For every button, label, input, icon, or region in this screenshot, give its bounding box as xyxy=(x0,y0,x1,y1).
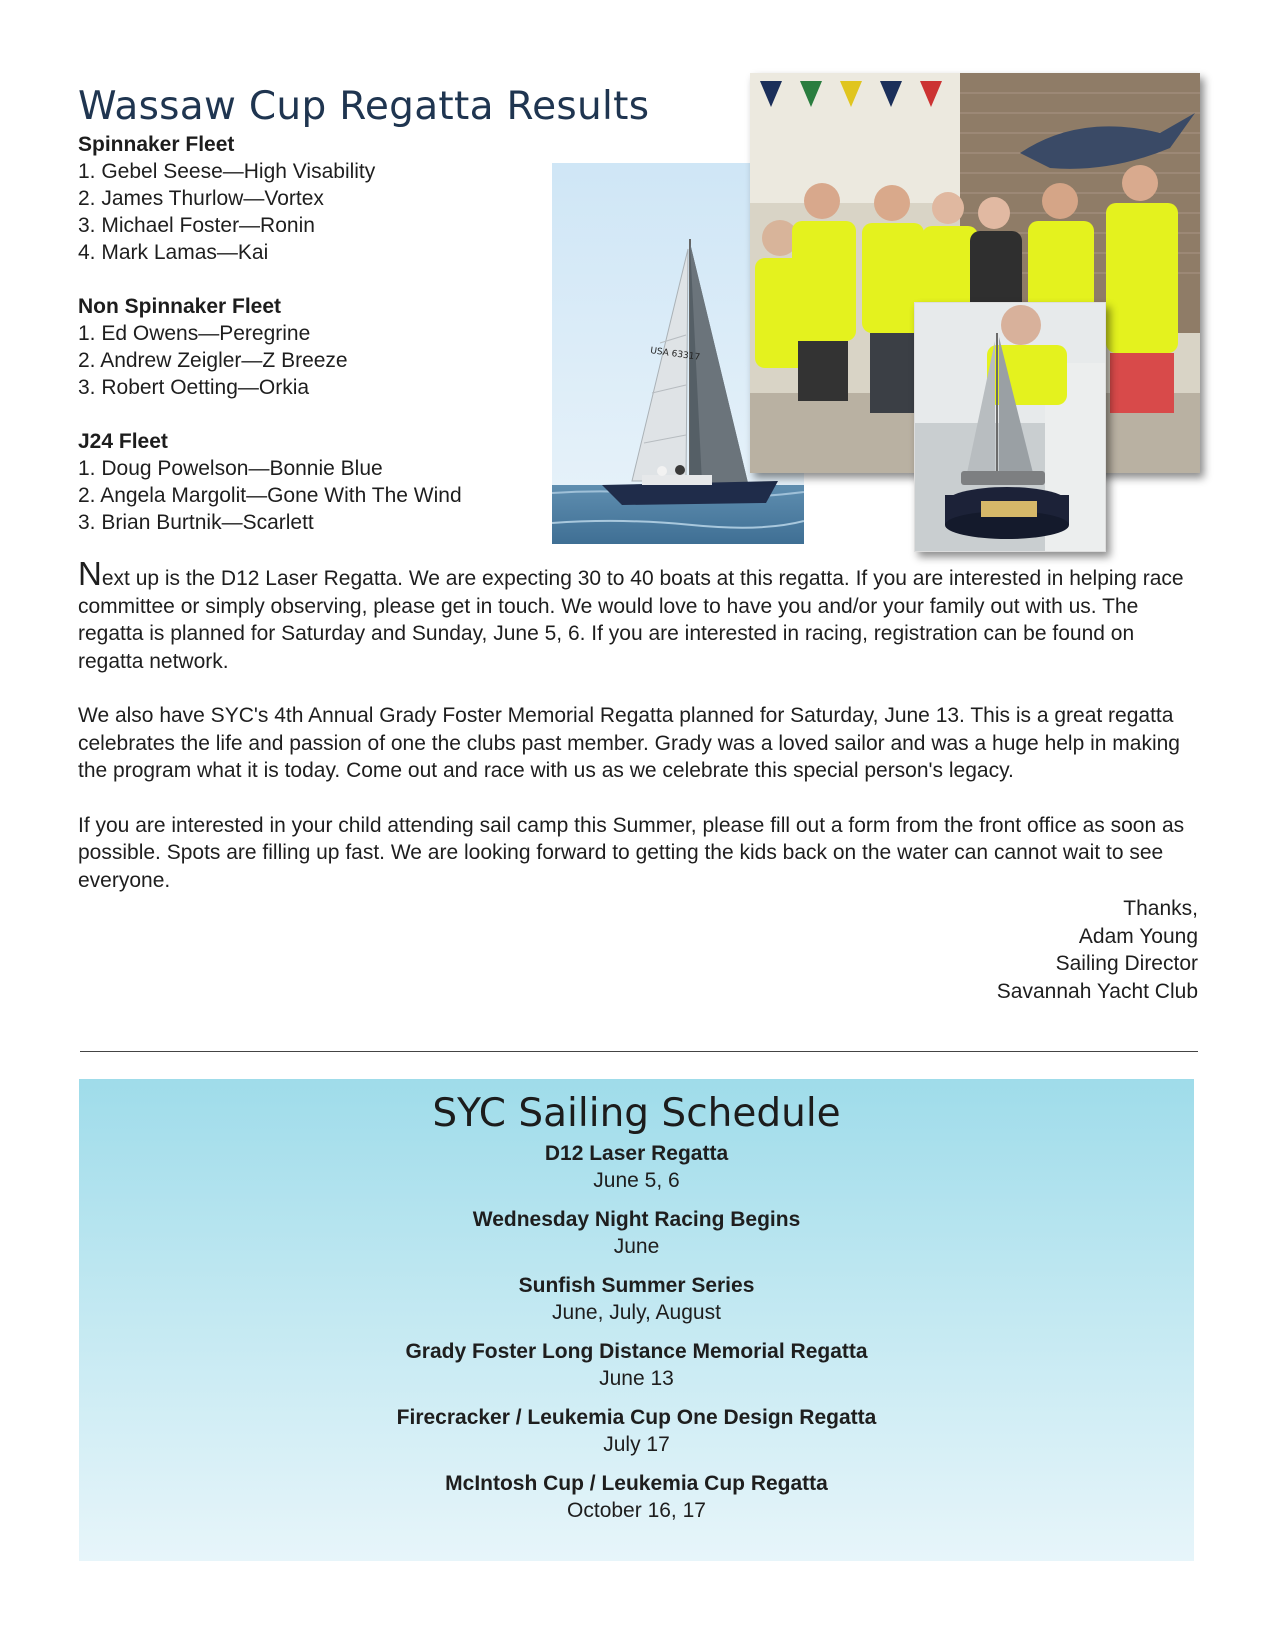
result-entry: 1. Ed Owens—Peregrine xyxy=(78,322,311,345)
result-entry: 1. Doug Powelson—Bonnie Blue xyxy=(78,457,383,480)
signature-block xyxy=(78,895,1198,1005)
results-list xyxy=(78,455,548,536)
result-entry: 2. Angela Margolit—Gone With The Wind xyxy=(78,484,462,507)
signature-name: Adam Young xyxy=(1078,924,1198,948)
trophy-photo xyxy=(914,302,1106,552)
schedule-event xyxy=(79,1140,1194,1194)
event-date: October 16, 17 xyxy=(567,1499,706,1522)
event-name: Wednesday Night Racing Begins xyxy=(472,1208,801,1231)
signature-closing: Thanks, xyxy=(1123,897,1198,920)
schedule-box xyxy=(79,1079,1194,1561)
schedule-event xyxy=(79,1272,1194,1326)
schedule-event xyxy=(79,1338,1194,1392)
signature-role: Sailing Director xyxy=(1055,952,1198,975)
paragraph xyxy=(78,555,1198,675)
event-date: June, July, August xyxy=(552,1301,721,1324)
event-name: Sunfish Summer Series xyxy=(518,1274,755,1297)
drop-cap: N xyxy=(78,555,102,592)
result-entry: 2. James Thurlow—Vortex xyxy=(78,187,324,210)
divider xyxy=(80,1051,1198,1052)
result-entry: 3. Robert Oetting—Orkia xyxy=(78,376,310,399)
event-date: June 5, 6 xyxy=(593,1169,680,1192)
article-body xyxy=(78,555,1198,1005)
schedule-list xyxy=(79,1140,1194,1524)
event-name: McIntosh Cup / Leukemia Cup Regatta xyxy=(445,1472,828,1495)
event-date: June 13 xyxy=(599,1367,674,1390)
page-title: Wassaw Cup Regatta Results xyxy=(78,84,650,130)
event-date: June xyxy=(613,1235,660,1258)
fleet-non-spinnaker xyxy=(78,293,548,401)
results-section xyxy=(78,131,548,563)
fleet-heading: Spinnaker Fleet xyxy=(78,133,235,156)
result-entry: 1. Gebel Seese—High Visability xyxy=(78,160,376,183)
results-list xyxy=(78,320,548,401)
schedule-event xyxy=(79,1206,1194,1260)
event-name: D12 Laser Regatta xyxy=(544,1142,729,1165)
result-entry: 3. Brian Burtnik—Scarlett xyxy=(78,511,314,534)
event-name: Grady Foster Long Distance Memorial Regatta xyxy=(405,1340,868,1363)
fleet-heading: J24 Fleet xyxy=(78,430,168,453)
result-entry: 2. Andrew Zeigler—Z Breeze xyxy=(78,349,348,372)
fleet-j24 xyxy=(78,428,548,536)
paragraph-text: ext up is the D12 Laser Regatta. We are expecting 30 to 40 boats at this regatta. If you are interested in helping race committee or simply observing, please get in touch. We would love to have you and/or your family out with us. The regatta is planned for Saturday and Sunday, June 5, 6. If you are interested in racing, registration can be found on regatta network. xyxy=(78,567,1184,673)
result-entry: 3. Michael Foster—Ronin xyxy=(78,214,315,237)
signature-org: Savannah Yacht Club xyxy=(996,979,1198,1003)
schedule-title: SYC Sailing Schedule xyxy=(432,1091,841,1136)
paragraph: We also have SYC's 4th Annual Grady Foster Memorial Regatta planned for Saturday, June 13. This is a great regatta celebrates the life and passion of one the clubs past member. Grady was a loved sailor and was a huge help in making the program what it is today. Come out and race with us as we celebrate this special person's legacy. xyxy=(78,704,1180,782)
result-entry: 4. Mark Lamas—Kai xyxy=(78,241,269,264)
fleet-heading: Non Spinnaker Fleet xyxy=(78,295,282,318)
sail-number: USA 63317 xyxy=(649,346,701,363)
event-name: Firecracker / Leukemia Cup One Design Regatta xyxy=(396,1406,877,1429)
schedule-event xyxy=(79,1470,1194,1524)
fleet-spinnaker xyxy=(78,131,548,266)
schedule-event xyxy=(79,1404,1194,1458)
paragraph: If you are interested in your child attending sail camp this Summer, please fill out a form from the front office as soon as possible. Spots are filling up fast. We are looking forward to getting the kids back on the water can cannot wait to see everyone. xyxy=(78,813,1185,892)
event-date: July 17 xyxy=(603,1433,670,1456)
results-list xyxy=(78,158,548,266)
